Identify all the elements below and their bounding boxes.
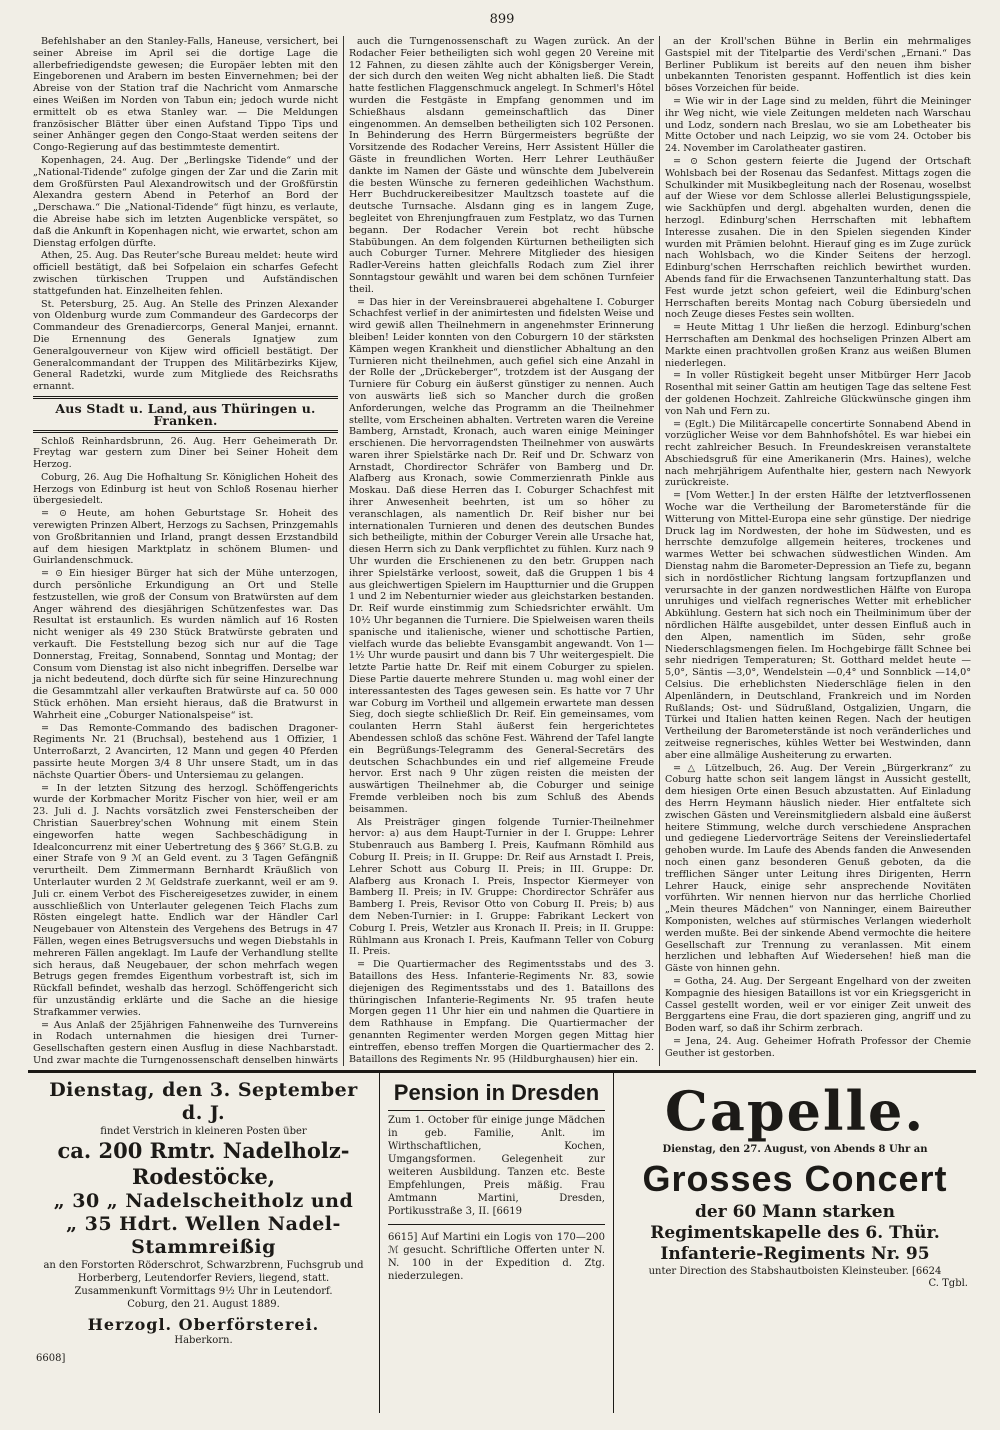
column-2 [344,36,660,1066]
column-1 [28,36,344,1066]
ad-pension-dresden [380,1073,614,1413]
article-paragraph: Coburg, 26. Aug Die Hofhaltung Sr. Königlichen Hoheit des Herzogs von Edinburg ist heut von Schloß Rosenau hierher übergesiedelt. [33,471,338,507]
article-paragraph: = Wie wir in der Lage sind zu melden, führt die Meininger ihr Weg nicht, wie viele Zeitungen meldeten nach Warschau und Lodz, sondern nach Breslau, wo sie am Lobetheater bis Mitte October und nach Leipzig, wo sie vom 24. October bis 24. November im Carolatheater gastiren. [665,95,971,155]
article-paragraph: Athen, 25. Aug. Das Reuter'sche Bureau meldet: heute wird officiell bestätigt, daß bei Sofpelaion ein scharfes Gefecht zwischen türkischen Truppen und Aufständischen stattgefunden hat. Einzelheiten fehlen. [33,250,338,297]
ad-headline: Grosses Concert [642,1158,948,1199]
article-paragraph: = Gotha, 24. Aug. Der Sergeant Engelhard von der zweiten Kompagnie des hiesigen Bataillons ist vor ein Kriegsgericht in Cassel gestellt worden, weil er vor einiger Zeit unweit des Berggartens eine Frau, die dort spazieren ging, angriff und zu Boden warf, so daß ihr Schirm zerbrach. [665,975,971,1035]
article-paragraph: = [Vom Wetter.] In der ersten Hälfte der letztverflossenen Woche war die Vertheilung der Barometerstände für die Witterung von Mittel-Europa eine sehr günstige. Der niedrige Druck lag im Nordwesten, der hohe im Südwesten, und es herrschte demzufolge allgemein heiteres, trockenes und warmes Wetter bei schwachen südwestlichen Winden. Am Dienstag nahm die Barometer-Depression an Tiefe zu, begann sich in nordöstlicher Richtung langsam fortzupflanzen und verursachte in der ganzen nordwestlichen Hälfte von Europa unruhiges und vielfach regnerisches Wetter mit erheblicher Abkühlung. Gestern hat sich noch ein Theilminimum über der nördlichen Hälfte ausgebildet, unter dessen Einfluß auch in den Alpen, namentlich im Süden, sehr große Niederschlagsmengen fielen. Im Hochgebirge fällt Schnee bei sehr niedrigen Temperaturen; St. Gotthard meldet heute —5,0°, Säntis —3,0°, Wendelstein —0,4° und Sonnblick —14,0° Celsius. Die erheblichsten Niederschläge fielen in den Alpenländern, in Deutschland, Frankreich und im Norden Rußlands; Ost- und Südrußland, Ostgalizien, Ungarn, die Türkei und Italien hatten keinen Regen. Nach der heutigen Vertheilung der Barometerstände ist noch veränderliches und zeitweise regnerisches, kühles Wetter bei Westwinden, dann aber eine allmälige Ausheiterung zu erwarten. [665,490,971,761]
page-number: 899 [489,12,515,27]
ad-divider [388,1224,605,1225]
article-paragraph: = (Eglt.) Die Militärcapelle concertirte Sonnabend Abend in vorzüglicher Weise vor dem Bahnhofshôtel. Es war hiebei ein recht zahlreicher Besuch. In Freundeskreisen veranstaltete Abschiedsgruß für eine Amerikanerin (Mrs. Haines), welche nach mehrjährigem Aufenthalte hier, gestern nach Newyork zurückreiste. [665,418,971,489]
article-paragraph: an der Kroll'schen Bühne in Berlin ein mehrmaliges Gastspiel mit der Titelpartie des Verdi'schen „Ernani.“ Das Berliner Publikum ist bereits auf den neuen ihm bisher unbekannten Tenoristen gespannt. Hoffentlich ist dies kein böses Vorzeichen für beide. [665,36,971,95]
article-paragraph: = ⊙ Ein hiesiger Bürger hat sich der Mühe unterzogen, durch persönliche Erkundigung an Ort und Stelle festzustellen, wie groß der Consum von Bratwürsten auf dem Anger während des diesjährigen Schützenfestes war. Das Resultat ist erstaunlich. Es wurden nämlich auf 16 Rosten nicht weniger als 49 230 Stück Bratwürste gebraten und verkauft. Die Feststellung bezog sich nur auf die Tage Donnerstag, Freitag, Sonnabend, Sonntag und Montag; der Consum vom Dienstag ist also nicht inbegriffen. Derselbe war ja nicht bedeutend, doch dürfte sich für seine Hinzurechnung die Gesammtzahl aller verkauften Bratwürste auf ca. 50 000 Stück erhöhen. Man ersieht hieraus, daß die Bratwurst in Wahrheit eine „Coburger Nationalspeise“ ist. [33,568,338,721]
ad-source: C. Tgbl. [928,1278,968,1289]
article-paragraph: = In der letzten Sitzung des herzogl. Schöffengerichts wurde der Korbmacher Moritz Fischer von hier, weil er am 23. Juli d. J. Nachts vorsätzlich zwei Fensterscheiben der Christian Sauerbrey'schen Wohnung mit einem Stein eingeworfen hatte wegen Sachbeschädigung in Idealconcurrenz mit einer Uebertretung des § 366⁷ St.G.B. zu einer Strafe von 9 ℳ an Geld event. zu 3 Tagen Gefängniß verurtheilt. Dem Zimmermann Bernhardt Kräußlich von Unterlauter wurden 2 ℳ Geldstrafe zuerkannt, weil er am 9. Juli cr. einem Verbot des Fischereigesetzes zuwider, in einem ausschließlich von Unterlauter gelegenen Teich Flachs zum Rösten eingelegt hatte. Endlich war der Händler Carl Neugebauer von Altenstein des Vergehens des Betrugs in 47 Fällen, wegen eines Betrugsversuchs und wegen Diebstahls in mehreren Fällen angeklagt. Im Laufe der Verhandlung stellte sich heraus, daß Neugebauer, der schon mehrfach wegen Betrugs gegen fremdes Eigenthum vorbestraft ist, sich im Rückfall befindet, weshalb das herzogl. Schöffengericht sich für unzuständig erklärte und die Sache an die hiesige Strafkammer verwies. [33,782,338,1018]
article-paragraph: = Die Quartiermacher des Regimentsstabs und des 3. Bataillons des Hess. Infanterie-Regiments Nr. 83, sowie diejenigen des Regimentsstabs und des 1. Bataillons des thüringischen Infanterie-Regiments Nr. 95 trafen heute Morgen gegen 11 Uhr hier ein und nahmen die Quartiere in dem Rathhause in Empfang. Die Quartiermacher der genannten Regimenter werden Morgen gegen Mittag hier eintreffen, ebenso treffen Morgen die Quartiermacher des 2. Bataillons des Regiments Nr. 95 (Hildburghausen) hier ein. [349,959,654,1065]
ad-headline: der 60 Mann starken Regimentskapelle des 6. Thür. [650,1202,940,1243]
article-paragraph: Befehlshaber an den Stanley-Falls, Haneuse, versichert, bei seiner Abreise im April sei die dortige Lage die allerbefriedigendste gewesen; die Europäer lebten mit den Eingeborenen und Arabern im besten Einvernehmen; bei der Abreise von der Station traf die Nachricht vom Anmarsche eines Weißen im Norden von Tabun ein; jedoch wurde nicht ermittelt ob es etwa Stanley war. — Die Meldungen französischer Blätter über einen Aufstand Tippo Tips und seiner Anhänger gegen den Congo-Staat werden seitens der Congo-Regierung auf das bestimmteste dementirt. [33,36,338,154]
ad-text: an den Forstorten Röderschrot, Schwarzbrenn, Fuchsgrub und Horberberg, Leutendorfer Reviers, liegend, statt. [43,1260,364,1284]
ad-headline: Capelle. [664,1079,926,1143]
article-paragraph: = ⊙ Heute, am hohen Geburtstage Sr. Hoheit des verewigten Prinzen Albert, Herzogs zu Sachsen, Prinzgemahls von Großbritannien und Irland, prangt dessen Erzstandbild auf dem hiesigen Marktplatz in schönem Blumen- und Guirlandenschmuck. [33,508,338,567]
ad-headline: Dienstag, den 3. September d. J. [49,1079,358,1124]
article-paragraph: = ⊙ Schon gestern feierte die Jugend der Ortschaft Wohlsbach bei der Rosenau das Sedanfest. Mittags zogen die Schulkinder mit Musikbegleitung nach der Rosenau, woselbst auf der Wiese vor dem Schlosse allerlei Belustigungsspiele, wie Sackhüpfen und dergl. abgehalten wurden, denen die herzogl. Edinburg'schen Herrschaften mit lebhaftem Interesse zusahen. Die in den Spielen siegenden Kinder wurden mit Prämien belohnt. Hierauf ging es im Zuge zurück nach Wohlsbach, wo die Kinder Seitens der herzogl. Edinburg'schen Herrschaften reichlich bewirthet wurden. Abends fand für die Erwachsenen Tanzunterhaltung statt. Das Fest wurde jetzt schon gefeiert, weil die Edinburg'schen Herrschaften bereits Montag nach Coburg übersiedeln und noch Zeuge dieses Festes sein wollten. [665,155,971,321]
ad-date: Coburg, den 21. August 1889. [127,1299,280,1310]
ad-text: unter Direction des Stabshautboisten Kleinsteuber. [6624 [648,1266,942,1277]
ad-timber-auction [28,1073,380,1413]
column-3 [660,36,976,1066]
ad-text: findet Verstrich in kleineren Posten über [100,1126,307,1137]
ad-text: Dienstag, den 27. August, von Abends 8 Uhr an [662,1144,928,1155]
article-paragraph: = Das Remonte-Commando des badischen Dragoner-Regiments Nr. 21 (Bruchsal), bestehend aus 1 Offizier, 1 Unterroßarzt, 2 Avancirten, 12 Mann und gegen 40 Pferden passirte heute Morgen 3/4 8 Uhr unsere Stadt, um in das nächste Quartier Öbers- und Untersiemau zu gelangen. [33,722,338,781]
newspaper-page [28,12,976,1417]
ad-text: Zum 1. October für einige junge Mädchen in geb. Familie, Anlt. im Wirthschaftlichen, Kochen, Umgangsformen. Gelegenheit zur weiteren Ausbildung. Tanzen etc. Beste Empfehlungen, Preis mäßig. Frau Amtmann Martini, Dresden, Portikusstraße 3, II. [6619 [388,1115,605,1217]
article-paragraph: = Jena, 24. Aug. Geheimer Hofrath Professor der Chemie Geuther ist gestorben. [665,1035,971,1059]
section-divider [33,430,338,433]
ad-headline: Infanterie-Regiments Nr. 95 [660,1244,930,1264]
article-paragraph: Kopenhagen, 24. Aug. Der „Berlingske Tidende“ und der „National-Tidende“ zufolge gingen der Zar und die Zarin mit dem Großfürsten Paul Alexandrowitsch und der Großfürstin Alexandra gestern Abend in Peterhof an Bord der „Derschawa.“ Die „National-Tidende“ fügt hinzu, es verlaute, die Abreise habe sich im letzten Augenblicke verspätet, so daß die Ankunft in Kopenhagen nicht, wie erwartet, schon am Dienstag erfolgen dürfte. [33,154,338,249]
ad-headline: ca. 200 Rmtr. Nadelholz-Rodestöcke, [57,1138,350,1189]
article-paragraph: = In voller Rüstigkeit begeht unser Mitbürger Herr Jacob Rosenthal mit seiner Gattin am heutigen Tage das seltene Fest der goldenen Hochzeit. Zahlreiche Glückwünsche gingen ihm von Nah und Fern zu. [665,370,971,417]
article-paragraph: St. Petersburg, 25. Aug. An Stelle des Prinzen Alexander von Oldenburg wurde zum Commandeur des Gardecorps der Commandeur des Grenadiercorps, General Manjei, ernannt. Die Ernennung des Generals Ignatjew zum Generalgouverneur von Kijew wird officiell bestätigt. Der Generalcommandant der Truppen des Militärbezirks Kijew, General Radetzki, wurde zum Mitgliede des Reichsraths ernannt. [33,298,338,393]
article-paragraph: = Heute Mittag 1 Uhr ließen die herzogl. Edinburg'schen Herrschaften am Denkmal des hochseligen Prinzen Albert am Markte einen prachtvollen großen Kranz aus weißen Blumen niederlegen. [665,322,971,369]
article-paragraph: Als Preisträger gingen folgende Turnier-Theilnehmer hervor: a) aus dem Haupt-Turnier in der I. Gruppe: Lehrer Stubenrauch aus Bamberg I. Preis, Kaufmann Römhild aus Coburg II. Preis; in II. Gruppe: Dr. Reif aus Arnstadt I. Preis, Lehrer Schott aus Coburg II. Preis; in III. Gruppe: Dr. Alafberg aus Kronach I. Preis, Inspector Kiermeyer von Bamberg II. Preis; in IV. Gruppe: Chordirector Schräfer aus Bamberg I. Preis, Revisor Otto von Coburg II. Preis; b) aus dem Neben-Turnier: in I. Gruppe: Fabrikant Leckert von Coburg I. Preis, Wetzler aus Kronach II. Preis; in II. Gruppe: Rühlmann aus Kronach I. Preis, Kaufmann Teller von Coburg II. Preis. [349,816,654,958]
article-paragraph: = Aus Anlaß der 25jährigen Fahnenweihe des Turnvereins in Rodach unternahmen die hiesigen drei Turner-Gesellschaften gestern einen Ausflug in diese Nachbarstadt. Und zwar machte die Turngenossenschaft denselben hinwärts [33,1019,338,1066]
ad-signature-name: Haberkorn. [174,1335,233,1346]
ad-headline: Pension in Dresden [388,1079,605,1111]
ad-headline: „ 35 Hdrt. Wellen Nadel-Stammreißig [66,1213,341,1258]
article-paragraph: = Das hier in der Vereinsbrauerei abgehaltene I. Coburger Schachfest verlief in der animirtesten und fidelsten Weise und wird gewiß allen Theilnehmern in angenehmster Erinnerung bleiben! Leider konnten von den Coburgern 10 der stärksten Kämpen wegen Krankheit und dienstlicher Abhaltung an den Turnieren nicht theilnehmen, auch gefiel sich eine Anzahl in der Rolle der „Drückeberger“, trotzdem ist der Ausgang der Turniere für Coburg ein äußerst günstiger zu nennen. Auch von auswärts ließ sich so Mancher durch die großen Anforderungen, welche das Programm an die Theilnehmer stellte, vom Erscheinen abhalten. Vertreten waren die Vereine Bamberg, Arnstadt, Kronach, auch waren einige Meininger erschienen. Die hervorragendsten Theilnehmer von auswärts waren ihrer Spielstärke nach Dr. Reif und Dr. Schwarz von Arnstadt, Chordirector Schräfer von Bamberg und Dr. Alafberg aus Kronach, sowie Commerzienrath Pinkle aus Moskau. Daß diese Herren das I. Coburger Schachfest mit ihrer Anwesenheit beehrten, ist um so höher zu veranschlagen, als namentlich Dr. Reif bisher nur bei internationalen Turnieren und denen des deutschen Bundes sich betheiligte, mithin der Coburger Verein alle Ursache hat, diesen Herrn sich zu Dank verpflichtet zu fühlen. Kurz nach 9 Uhr wurden die Erschienenen zu den betr. Gruppen nach ihrer Spielstärke verloost, soweit, daß die Gruppen 1 bis 4 aus gleichwertigen Spielern im Hauptturnier und die Gruppen 1 und 2 im Nebenturnier wieder aus gleichstarken bestanden. Dr. Reif wurde einstimmig zum Schiedsrichter erwählt. Um 10½ Uhr begannen die Turniere. Die Spielweisen waren theils spanische und italienische, wiener und schottische Partien, vielfach wurde das beliebte Evansgambit angewandt. Von 1—1½ Uhr wurde pausirt und dann bis 7 Uhr weitergespielt. Die letzte Partie hatte Dr. Reif mit einem Coburger zu spielen. Diese Partie dauerte mehrere Stunden u. mag wohl einer der interessantesten des Tages gewesen sein. Es hatte vor 7 Uhr war Coburg im Vortheil und allgemein erwartete man dessen Sieg, doch siegte schließlich Dr. Reif. Ein gemeinsames, vom coulanten Herrn Stahl äußerst fein hergerichtetes Abendessen schloß das schöne Fest. Während der Tafel langte ein Begrüßungs-Telegramm des General-Secretärs des deutschen Schachbundes ein und rief allgemeine Freude hervor. Erst nach 9 Uhr zügen reisten die meisten der auswärtigen Theilnehmer ab, die Coburger und seinige Fremde verbleiben noch bis zum Schluß des Abends beisammen. [349,296,654,815]
ad-concert [614,1073,976,1413]
ad-text: Zusammenkunft Vormittags 9½ Uhr in Leutendorf. [74,1286,333,1297]
article-paragraph: auch die Turngenossenschaft zu Wagen zurück. An der Rodacher Feier betheiligten sich wohl gegen 20 Vereine mit 12 Fahnen, zu diesen zählte auch der Königsberger Verein, der sich durch den weiten Weg nicht abhalten ließ. Die Stadt hatte festlichen Flaggenschmuck angelegt. In Schmerl's Hôtel wurden die Festgäste in Empfang genommen und im Schießhaus alsdann gemeinschaftlich das Diner eingenommen. An demselben betheiligten sich 102 Personen. In Behinderung des Herrn Bürgermeisters begrüßte der Vorsitzende des Rodacher Vereins, Herr Assistent Hüller die Gäste in freundlichen Worten. Herr Lehrer Leuthäußer dankte im Namen der Gäste und wünschte dem Jubelverein die besten Wünsche zu ferneren gedeihlichen Wachsthum. Herr Buchdruckereibesitzer Maultzsch toastete auf die deutsche Turnsache. Alsdann ging es in langem Zuge, begleitet von Ehrenjungfrauen zum Festplatz, wo das Turnen begann. Der Rodacher Verein bot recht hübsche Stabübungen. An dem folgenden Kürturnen betheiligten sich auch Coburger Turner. Mehrere Mitglieder des hiesigen Radler-Vereins hatten gleichfalls Rodach zum Ziel ihrer Sonntagstour gewählt und waren bei dem schönen Turnfeier theil. [349,36,654,295]
section-divider [33,396,338,399]
ad-headline: „ 30 „ Nadelscheitholz und [53,1190,354,1212]
advertisement-band [28,1070,976,1413]
article-paragraph: Schloß Reinhardsbrunn, 26. Aug. Herr Geheimerath Dr. Freytag war gestern zum Diner bei Seiner Hoheit dem Herzog. [33,435,338,471]
article-paragraph: = △ Lützelbuch, 26. Aug. Der Verein „Bürgerkranz“ zu Coburg hatte schon seit langem längst in Aussicht gestellt, dem hiesigen Orte einen Besuch abzustatten. Auf Einladung des Herrn Heymann häuslich nieder. Hier entfaltete sich zwischen Gästen und Vereinsmitgliedern alsbald eine äußerst heitere Stimmung, welche durch verschiedene Ansprachen und gediegene Liedervorträge Seitens der Vereinsliedertafel gehoben wurde. Im Laufe des Abends fanden die Anwesenden noch einen ganz besonderen Genuß geboten, da die trefflichen Sänger unter Leitung ihres Dirigenten, Herrn Lehrer Hauck, einige sehr ansprechende Novitäten vorführten. Wir nennen hiervon nur das herrliche Chorlied „Mein theures Mädchen“ von Nanninger, einem Baireuther Komponisten, welches auf stürmisches Verlangen wiederholt werden mußte. Bei der sinkende Abend vermochte die heitere Gesellschaft zur Trennung zu veranlassen. Mit einem herzlichen und lebhaften Auf Wiedersehen! hieß man die Gäste von hinnen gehn. [665,762,971,975]
article-columns [28,36,976,1066]
ad-number: 6608] [36,1353,66,1364]
ad-text: 6615] Auf Martini ein Logis von 170—200 ℳ gesucht. Schriftliche Offerten unter N. N. 100 in der Expedition d. Ztg. niederzulegen. [388,1232,605,1282]
section-heading: Aus Stadt u. Land, aus Thüringen u. Franken. [55,400,316,428]
ad-signature: Herzogl. Oberförsterei. [87,1315,320,1334]
